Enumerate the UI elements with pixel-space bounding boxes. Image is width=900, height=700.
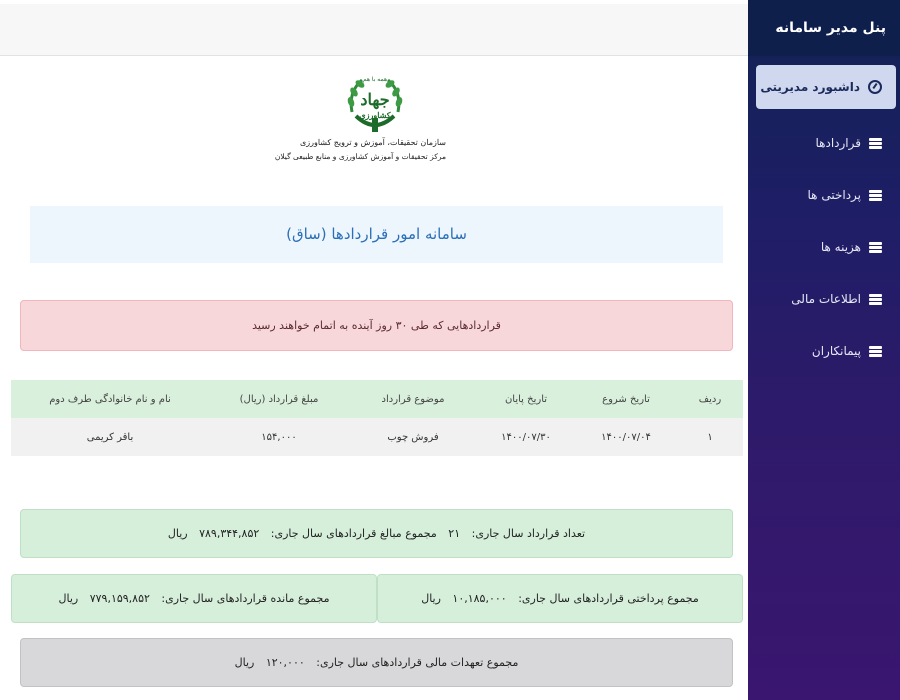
page-title: سامانه امور قراردادها (ساق) (30, 206, 723, 263)
cell-start-date: ۱۴۰۰/۰۷/۰۴ (575, 418, 677, 456)
cell-amount: ۱۵۴,۰۰۰ (209, 418, 349, 456)
sidebar-item-contractors[interactable] (748, 325, 900, 377)
sidebar-title: پنل مدیر سامانه (748, 0, 900, 56)
logo-org-line2: مرکز تحقیقات و آموزش کشاورزی و منابع طبیعی گیلان (274, 152, 446, 161)
sidebar (748, 0, 900, 700)
sum-currency: ریال (167, 527, 188, 540)
sidebar-item-contracts[interactable] (748, 117, 900, 169)
sidebar-item-label: هزینه ها (820, 240, 861, 254)
column-header-end-date: تاریخ پایان (477, 380, 575, 418)
top-bar (0, 4, 748, 56)
menu-bars-icon (869, 137, 882, 150)
commitments-box (20, 638, 733, 687)
expiring-contracts-alert: قراردادهایی که طی ۳۰ روز آینده به اتمام خواهند رسید (20, 300, 733, 351)
menu-bars-icon (869, 189, 882, 202)
paid-value: ۱۰,۱۸۵,۰۰۰ (452, 592, 507, 605)
remaining-sum-box (11, 574, 377, 623)
cell-counterparty: باقر کریمی (11, 418, 209, 456)
paid-label: مجموع پرداختی قراردادهای سال جاری: (518, 592, 699, 605)
cell-subject: فروش چوب (349, 418, 477, 456)
count-label: تعداد قرارداد سال جاری: (471, 527, 586, 540)
remain-currency: ریال (58, 592, 79, 605)
remain-label: مجموع مانده قراردادهای سال جاری: (161, 592, 330, 605)
remain-value: ۷۷۹,۱۵۹,۸۵۲ (89, 592, 150, 605)
sidebar-item-dashboard[interactable] (756, 65, 896, 109)
commit-currency: ریال (234, 656, 255, 669)
menu-bars-icon (869, 293, 882, 306)
sum-value: ۷۸۹,۳۴۴,۸۵۲ (199, 527, 260, 540)
expiring-contracts-table (11, 380, 743, 456)
column-header-subject: موضوع قرارداد (349, 380, 477, 418)
column-header-start-date: تاریخ شروع (575, 380, 677, 418)
sum-label: مجموع مبالغ قراردادهای سال جاری: (270, 527, 437, 540)
organization-logo (274, 70, 446, 172)
paid-currency: ریال (421, 592, 441, 605)
menu-bars-icon (869, 345, 882, 358)
sidebar-item-financial[interactable] (748, 273, 900, 325)
logo-org-line1: سازمان تحقیقات، آموزش و ترویج کشاورزی (299, 138, 446, 147)
cell-end-date: ۱۴۰۰/۰۷/۳۰ (477, 418, 575, 456)
count-value: ۲۱ (448, 527, 461, 540)
sidebar-item-label: قراردادها (815, 136, 861, 150)
column-header-row-number: ردیف (677, 380, 743, 418)
sidebar-item-costs[interactable] (748, 221, 900, 273)
commit-label: مجموع تعهدات مالی قراردادهای سال جاری: (316, 656, 519, 669)
sidebar-item-label: اطلاعات مالی (791, 292, 861, 306)
sidebar-item-label: داشبورد مدیریتی (760, 80, 860, 94)
logo-main-text: جهاد (360, 90, 390, 109)
sidebar-item-payments[interactable] (748, 169, 900, 221)
sidebar-nav (748, 56, 900, 377)
contract-count-sum-box (20, 509, 733, 558)
commit-value: ۱۲۰,۰۰۰ (265, 656, 305, 669)
table-header-row (11, 380, 743, 418)
paid-sum-box (377, 574, 743, 623)
sidebar-item-label: پرداختی ها (807, 188, 861, 202)
menu-bars-icon (869, 241, 882, 254)
dashboard-icon (868, 80, 882, 94)
column-header-counterparty: نام و نام خانوادگی طرف دوم (11, 380, 209, 418)
logo-sub-text: کشاورزی (359, 110, 391, 120)
cell-row-number: ۱ (677, 418, 743, 456)
logo-top-text: همه با هم (362, 76, 388, 83)
column-header-amount: مبلغ قرارداد (ریال) (209, 380, 349, 418)
sidebar-item-label: پیمانکاران (811, 344, 861, 358)
table-row (11, 418, 743, 456)
